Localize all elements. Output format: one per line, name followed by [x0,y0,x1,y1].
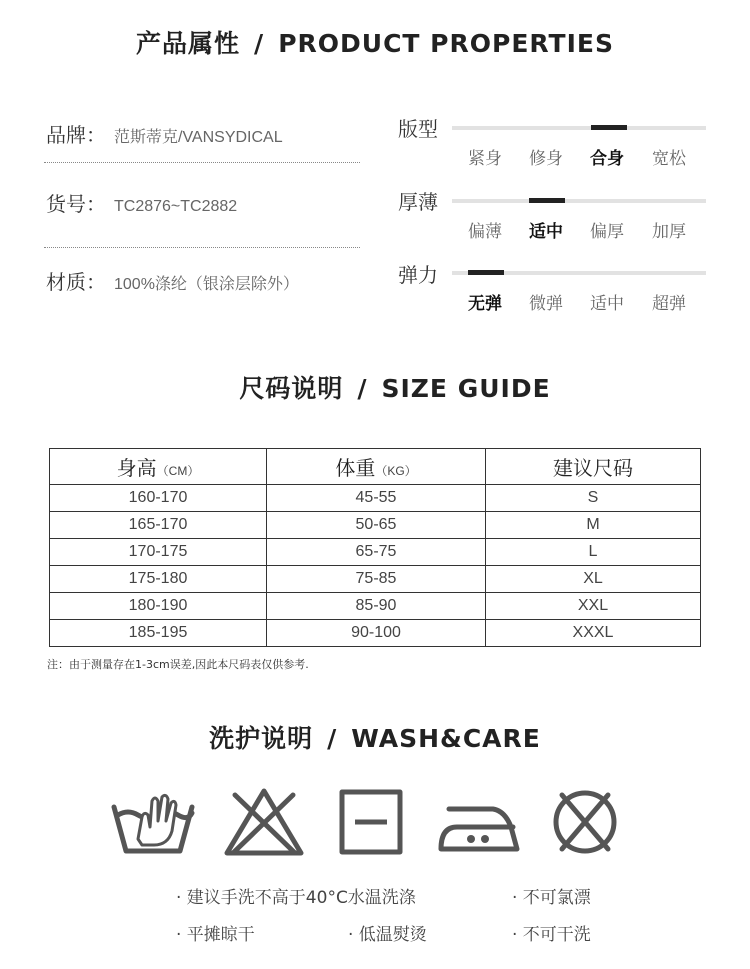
fit-option-selected: 合身 [590,149,624,169]
fit-option: 修身 [529,149,563,169]
care-low-iron: · 低温熨烫 [348,925,427,945]
fit-label: 版型 [398,117,438,141]
attr-brand: 品牌： 范斯蒂克/VANSYDICAL [46,123,283,147]
thickness-option: 偏薄 [468,222,502,242]
size-header: 建议尺码 [486,449,701,485]
thickness-option-selected: 适中 [529,222,563,242]
thickness-scale-track [452,199,706,203]
size-note: 注：由于测量存在1-3cm误差,因此本尺码表仅供参考. [47,658,309,671]
thickness-scale-marker [529,198,565,203]
elasticity-option: 适中 [590,294,624,314]
brand-value: 范斯蒂克/VANSYDICAL [114,129,283,146]
no-dry-clean-icon [540,787,630,857]
elasticity-option-selected: 无弹 [468,294,502,314]
height-header: 身高（CM） [50,449,267,485]
care-no-bleach: · 不可氯漂 [512,888,591,908]
elasticity-label: 弹力 [398,263,438,287]
no-bleach-icon [219,787,309,857]
item-no-value: TC2876~TC2882 [114,198,238,215]
table-row: 170-175 65-75 L [50,539,701,566]
thickness-option: 加厚 [652,222,686,242]
fit-scale-track [452,126,706,130]
table-row: 165-170 50-65 M [50,512,701,539]
hand-wash-icon [108,787,198,857]
fit-option: 宽松 [652,149,686,169]
thickness-label: 厚薄 [398,190,438,214]
divider [44,247,360,248]
care-hand-wash: · 建议手洗不高于40°C水温洗涤 [176,888,416,908]
table-row: 160-170 45-55 S [50,485,701,512]
elasticity-option: 微弹 [529,294,563,314]
divider [44,162,360,163]
elasticity-option: 超弹 [652,294,686,314]
care-flat-dry: · 平摊晾干 [176,925,255,945]
wash-care-title-cn: 洗护说明 [209,724,314,753]
care-no-dry-clean: · 不可干洗 [512,925,591,945]
flat-dry-icon [327,787,417,857]
fit-scale-marker [591,125,627,130]
elasticity-scale-track [452,271,706,275]
properties-title-en: PRODUCT PROPERTIES [278,29,614,58]
wash-care-title: 洗护说明 / WASH&CARE [209,724,541,753]
table-header-row [50,449,701,485]
table-row: 175-180 75-85 XL [50,566,701,593]
size-table [49,448,701,647]
table-row: 185-195 90-100 XXXL [50,620,701,647]
properties-title: 产品属性 / PRODUCT PROPERTIES [136,29,614,58]
size-guide-title-en: SIZE GUIDE [381,374,551,403]
attr-item-no: 货号： TC2876~TC2882 [46,192,238,216]
table-row: 180-190 85-90 XXL [50,593,701,620]
attr-material: 材质： 100%涤纶（银涂层除外） [46,270,299,294]
size-guide-title-cn: 尺码说明 [239,374,344,403]
material-value: 100%涤纶（银涂层除外） [114,276,299,293]
thickness-option: 偏厚 [590,222,624,242]
weight-header: 体重（KG） [267,449,486,485]
size-guide-title: 尺码说明 / SIZE GUIDE [239,374,551,403]
elasticity-scale-marker [468,270,504,275]
fit-option: 紧身 [468,149,502,169]
wash-care-title-en: WASH&CARE [351,724,541,753]
properties-title-cn: 产品属性 [136,29,241,58]
low-iron-icon [435,787,525,857]
